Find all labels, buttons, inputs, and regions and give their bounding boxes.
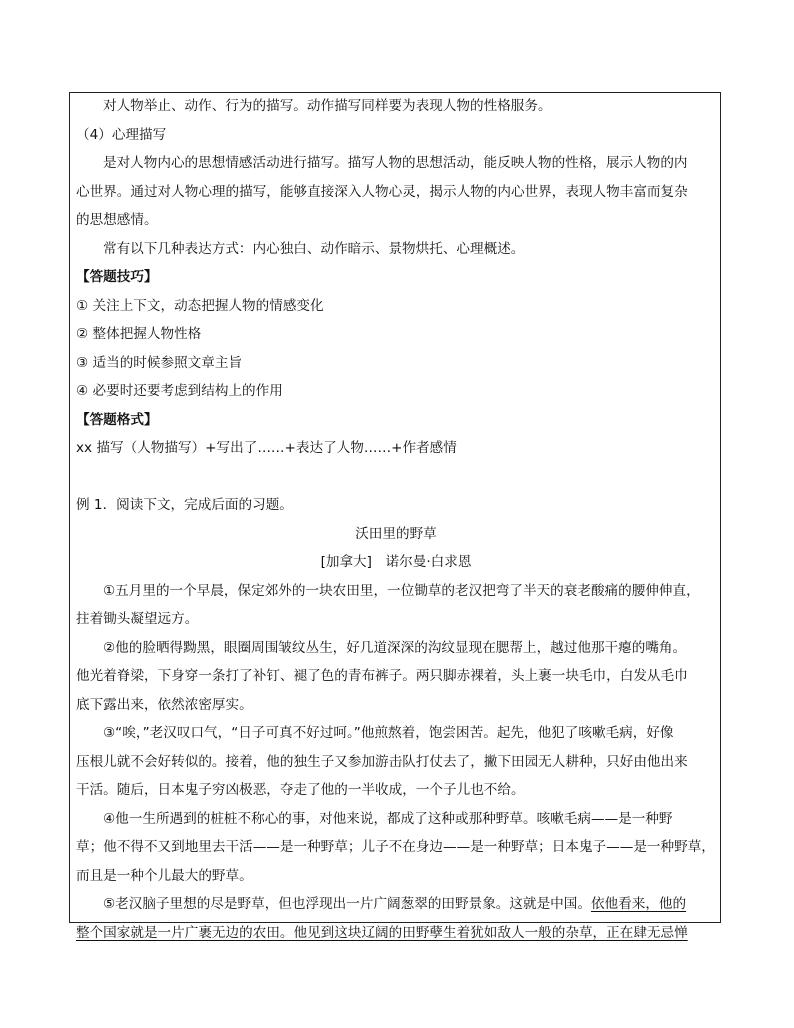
- psych-methods: 常有以下几种表达方式：内心独白、动作暗示、景物烘托、心理概述。: [103, 240, 525, 257]
- paragraph-line: 拄着锄头凝望远方。: [76, 611, 199, 627]
- paragraph-text: ⑤老汉脑子里想的尽是野草，但也浮现出一片广阔葱翠的田野景象。这就是中国。: [103, 896, 591, 912]
- document-body: [76, 92, 716, 947]
- skills-heading: 【答题技巧】: [76, 269, 158, 285]
- example-intro: 例 1．阅读下文，完成后面的习题。: [76, 497, 293, 513]
- format-heading: 【答题格式】: [76, 411, 158, 428]
- psych-heading: （4）心理描写: [76, 126, 167, 143]
- paragraph-line: ①五月里的一个早晨，保定郊外的一块农田里，一位锄草的老汉把弯了半天的衰老酸痛的腰伸伸直，: [103, 582, 700, 599]
- paragraph-line: 他光着脊梁，下身穿一条打了补钉、褪了色的青布裤子。两只脚赤裸着，头上裹一块毛巾，白发从毛巾: [76, 668, 688, 684]
- skill-item: ② 整体把握人物性格: [76, 326, 202, 342]
- paragraph-line: [76, 890, 716, 919]
- underlined-paragraph-line: 整个国家就是一片广裹无边的农田。他见到这块辽阔的田野孽生着犹如敌人一般的杂草，正在肆无忌惮: [76, 924, 688, 941]
- skill-item: ③ 适当的时候参照文章主旨: [76, 354, 243, 371]
- article-author: [加拿大] 诺尔曼·白求恩: [320, 554, 472, 570]
- paragraph-line: 而且是一种个儿最大的野草。: [76, 867, 253, 884]
- paragraph-line: 压根儿就不会好转似的。接着，他的独生子又参加游击队打仗去了，撇下田园无人耕种，只好由他出来: [76, 753, 688, 770]
- paragraph-line: ②他的脸晒得黝黑，眼圈周围皱纹丛生，好几道深深的沟纹显现在腮帮上，越过他那干瘪的嘴角。: [103, 639, 687, 656]
- format-text: xx 描写（人物描写）+写出了……+表达了人物……+作者感情: [76, 440, 457, 456]
- article-title: 沃田里的野草: [355, 525, 437, 542]
- spacer: [76, 463, 716, 492]
- psych-paragraph-line: 是对人物内心的思想情感活动进行描写。描写人物的思想活动，能反映人物的性格，展示人物的内: [103, 155, 688, 171]
- underlined-text: 依他看来，他的: [590, 896, 687, 912]
- paragraph-line: 底下露出来，依然浓密厚实。: [76, 696, 253, 713]
- psych-paragraph-line: 的思想感情。: [76, 212, 158, 228]
- paragraph-line: ③“唉，”老汉叹口气，“日子可真不好过呵。”他煎熬着，饱尝困苦。起先，他犯了咳嗽毛病，好像: [103, 725, 674, 741]
- paragraph-line: 草；他不得不又到地里去干活——是一种野草；儿子不在身边——是一种野草；日本鬼子——是一种野草，: [76, 839, 715, 855]
- action-description: 对人物举止、动作、行为的描写。动作描写同样要为表现人物的性格服务。: [103, 98, 552, 114]
- skill-item: ① 关注上下文，动态把握人物的情感变化: [76, 297, 324, 314]
- paragraph-line: ④他一生所遇到的桩桩不称心的事，对他来说，都成了这种或那种野草。咳嗽毛病——是一种野: [103, 810, 673, 827]
- skill-item: ④ 必要时还要考虑到结构上的作用: [76, 383, 283, 399]
- psych-paragraph-line: 心世界。通过对人物心理的描写，能够直接深入人物心灵，揭示人物的内心世界，表现人物丰富而复杂: [76, 183, 688, 200]
- paragraph-line: 干活。随后，日本鬼子穷凶极恶，夺走了他的一半收成，一个子儿也不给。: [76, 782, 525, 798]
